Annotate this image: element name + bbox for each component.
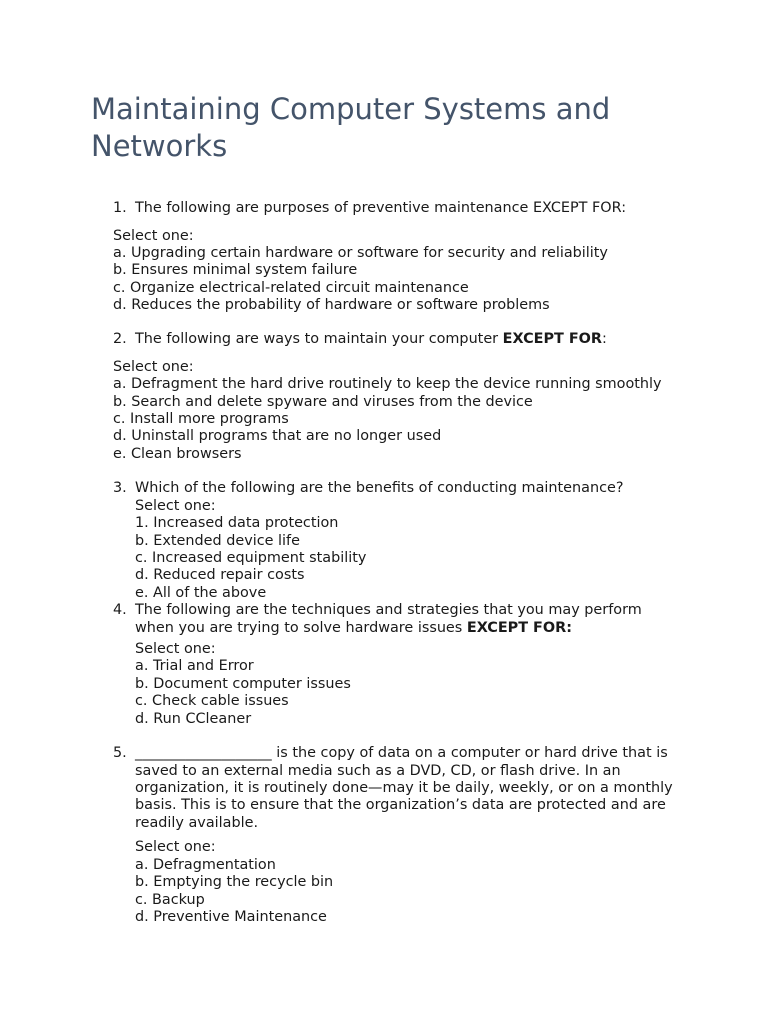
answer-option: e. All of the above (135, 585, 267, 601)
question-number: 4. (113, 602, 127, 618)
question-text-line-1: The following are the techniques and strategies that you may perform (135, 602, 642, 618)
answer-option: b. Search and delete spyware and viruses from the device (113, 394, 533, 410)
select-one-label: Select one: (135, 641, 216, 657)
question-number: 5. (113, 745, 127, 761)
answer-option: 1. Increased data protection (135, 515, 339, 531)
answer-option: d. Run CCleaner (135, 711, 252, 727)
title-line-2: Networks (91, 129, 228, 163)
answer-option: b. Document computer issues (135, 676, 351, 692)
select-one-label: Select one: (113, 359, 194, 375)
select-one-label: Select one: (135, 498, 216, 514)
answer-option: c. Backup (135, 892, 205, 908)
question-text-line: ___________________ is the copy of data on a computer or hard drive that is (135, 745, 668, 761)
answer-option: a. Defragmentation (135, 857, 276, 873)
question-text-line: saved to an external media such as a DVD, CD, or flash drive. In an (135, 763, 621, 779)
title-line-1: Maintaining Computer Systems and (91, 92, 611, 126)
answer-option: b. Extended device life (135, 533, 300, 549)
answer-option: b. Ensures minimal system failure (113, 262, 358, 278)
answer-option: a. Defragment the hard drive routinely to keep the device running smoothly (113, 376, 662, 392)
question-number: 1. (113, 200, 127, 216)
question-text: Which of the following are the benefits of conducting maintenance? (135, 480, 624, 496)
question-text: The following are purposes of preventive maintenance EXCEPT FOR: (135, 200, 627, 216)
answer-option: c. Check cable issues (135, 693, 289, 709)
question-number: 2. (113, 331, 127, 347)
answer-option: d. Reduces the probability of hardware or software problems (113, 297, 550, 313)
answer-option: b. Emptying the recycle bin (135, 874, 334, 890)
question-text-line: organization, it is routinely done—may it be daily, weekly, or on a monthly (135, 780, 673, 796)
answer-option: c. Organize electrical-related circuit maintenance (113, 280, 469, 296)
document-title (91, 91, 691, 165)
question-text-end: : (602, 331, 607, 347)
question-text-main: The following are ways to maintain your computer (135, 331, 503, 347)
question-text-main: when you are trying to solve hardware issues (135, 620, 467, 636)
question-text-line-2 (135, 620, 572, 637)
answer-option: d. Uninstall programs that are no longer used (113, 428, 442, 444)
answer-option: e. Clean browsers (113, 446, 242, 462)
question-text-bold: EXCEPT FOR: (466, 620, 572, 636)
question-number: 3. (113, 480, 127, 496)
answer-option: a. Trial and Error (135, 658, 254, 674)
answer-option: d. Preventive Maintenance (135, 909, 327, 925)
question-text-line: readily available. (135, 815, 259, 831)
select-one-label: Select one: (113, 228, 194, 244)
answer-option: a. Upgrading certain hardware or software for security and reliability (113, 245, 608, 261)
answer-option: d. Reduced repair costs (135, 567, 305, 583)
question-text-line: basis. This is to ensure that the organization’s data are protected and are (135, 797, 666, 813)
answer-option: c. Install more programs (113, 411, 289, 427)
question-text (135, 331, 607, 348)
question-text-bold: EXCEPT FOR (502, 331, 602, 347)
answer-option: c. Increased equipment stability (135, 550, 367, 566)
select-one-label: Select one: (135, 839, 216, 855)
